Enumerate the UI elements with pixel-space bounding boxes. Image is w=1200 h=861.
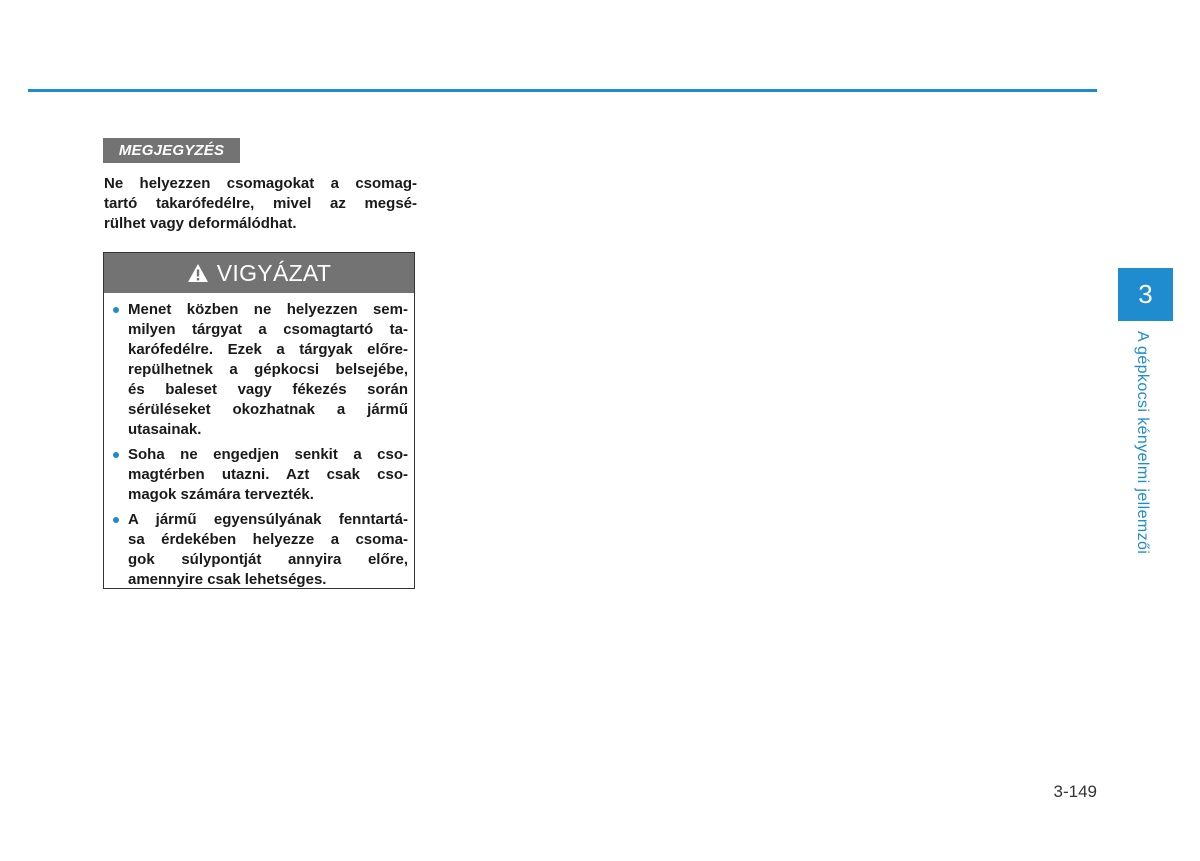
warning-line: gok súlypontját annyira előre, bbox=[128, 551, 408, 568]
warning-line: utasainak. bbox=[128, 421, 202, 438]
header-rule bbox=[28, 89, 1097, 92]
warning-line: sa érdekében helyezze a csoma- bbox=[128, 531, 408, 548]
bullet-icon bbox=[113, 517, 119, 523]
warning-line: és baleset vagy fékezés során bbox=[128, 381, 408, 398]
page-number: 3-149 bbox=[1053, 782, 1097, 801]
bullet-icon bbox=[113, 452, 119, 458]
warning-line: milyen tárgyat a csomagtartó ta- bbox=[128, 321, 408, 338]
bullet-icon bbox=[113, 307, 119, 313]
warning-line: repülhetnek a gépkocsi belsejébe, bbox=[128, 361, 408, 378]
note-line: Ne helyezzen csomagokat a csomag- bbox=[104, 175, 417, 192]
warning-item bbox=[112, 510, 408, 590]
warning-line: sérüléseket okozhatnak a jármű bbox=[128, 401, 408, 418]
chapter-tab: 3 bbox=[1118, 268, 1173, 321]
warning-line: amennyire csak lehetséges. bbox=[128, 571, 327, 588]
warning-line: magtérben utazni. Azt csak cso- bbox=[128, 466, 408, 483]
note-text bbox=[104, 174, 417, 234]
warning-line: karófedélre. Ezek a tárgyak előre- bbox=[128, 341, 408, 358]
warning-list bbox=[104, 293, 414, 590]
warning-item bbox=[112, 445, 408, 505]
chapter-title: A gépkocsi kényelmi jellemzői bbox=[1134, 331, 1151, 555]
note-line: rülhet vagy deformálódhat. bbox=[104, 215, 297, 232]
note-badge: MEGJEGYZÉS bbox=[103, 138, 240, 163]
warning-box bbox=[103, 252, 415, 589]
warning-title: VIGYÁZAT bbox=[216, 259, 332, 286]
warning-line: magok számára tervezték. bbox=[128, 486, 314, 503]
warning-triangle-icon bbox=[187, 263, 209, 283]
warning-header bbox=[104, 253, 414, 293]
warning-line: Soha ne engedjen senkit a cso- bbox=[128, 446, 408, 463]
warning-item bbox=[112, 300, 408, 440]
warning-line: Menet közben ne helyezzen sem- bbox=[128, 301, 408, 318]
warning-line: A jármű egyensúlyának fenntartá- bbox=[128, 511, 408, 528]
note-line: tartó takarófedélre, mivel az megsé- bbox=[104, 195, 417, 212]
